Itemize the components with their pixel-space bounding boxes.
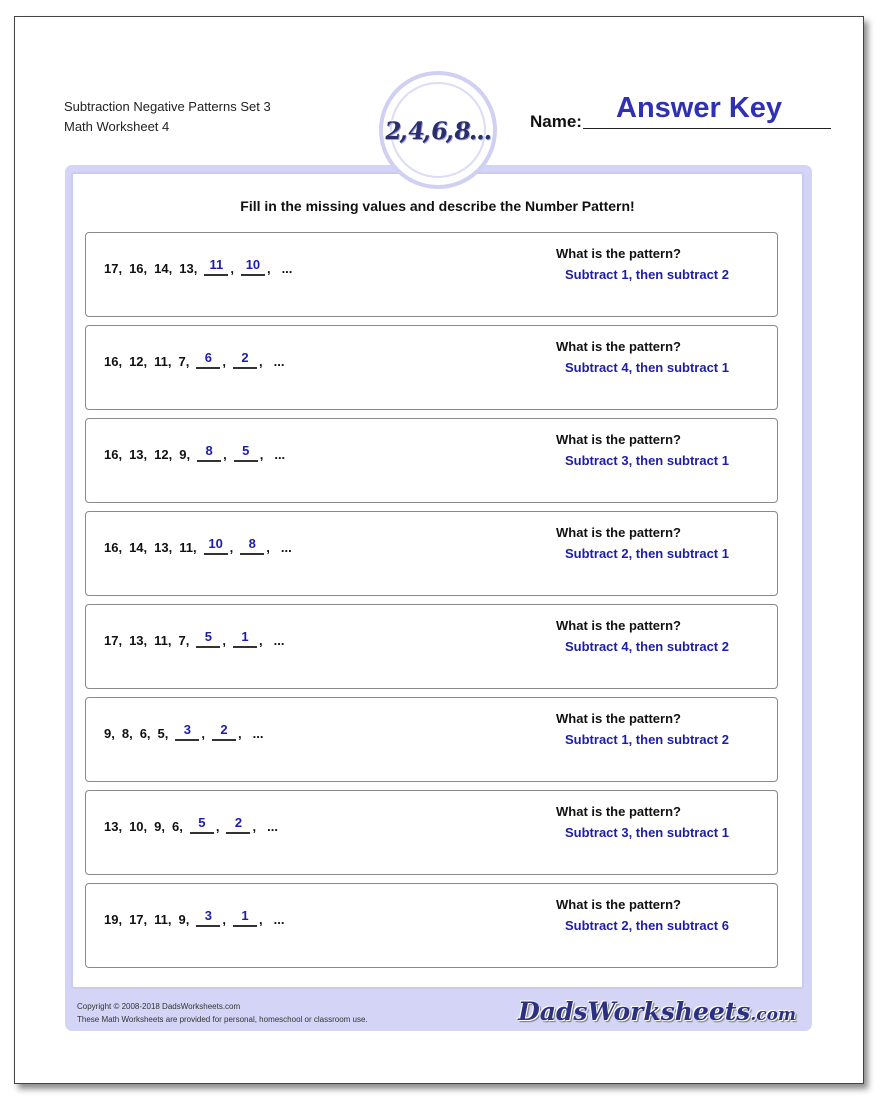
answer-blank: 6 <box>196 350 220 369</box>
ellipsis: ... <box>252 726 264 741</box>
sequence-number: 7, <box>178 633 190 648</box>
comma: , <box>252 819 257 834</box>
answer-slot <box>233 350 263 369</box>
comma: , <box>238 726 242 741</box>
answer-blank: 10 <box>241 257 265 276</box>
answer-slot <box>204 257 234 276</box>
comma: , <box>222 912 226 927</box>
ellipsis: ... <box>274 447 286 462</box>
number-pattern-logo <box>379 71 497 189</box>
worksheet-title <box>64 97 271 137</box>
comma: , <box>201 726 205 741</box>
worksheet-frame <box>65 165 812 1031</box>
answer-slot <box>196 629 226 648</box>
comma: , <box>222 354 226 369</box>
problem-row <box>85 697 778 782</box>
answer-blank: 5 <box>196 629 220 648</box>
comma: , <box>222 633 226 648</box>
pattern-answer: Subtract 2, then subtract 6 <box>565 918 729 933</box>
problem-row <box>85 232 778 317</box>
name-line <box>583 128 831 129</box>
problems-panel <box>71 172 804 989</box>
answer-blank: 1 <box>233 629 257 648</box>
comma: , <box>229 540 234 555</box>
pattern-question: What is the pattern? <box>556 897 681 912</box>
answer-slot <box>234 443 264 462</box>
number-sequence <box>104 722 264 741</box>
number-sequence <box>104 908 285 927</box>
answer-blank: 5 <box>190 815 214 834</box>
name-label: Name: <box>530 112 582 131</box>
comma: , <box>223 447 227 462</box>
sequence-number: 12, <box>154 447 173 462</box>
sequence-number: 6, <box>172 819 183 834</box>
answer-slot <box>241 257 271 276</box>
answer-blank: 11 <box>204 257 228 276</box>
number-sequence <box>104 815 278 834</box>
pattern-question: What is the pattern? <box>556 711 681 726</box>
problem-row <box>85 883 778 968</box>
ellipsis: ... <box>281 261 293 276</box>
pattern-question: What is the pattern? <box>556 246 681 261</box>
ellipsis: ... <box>267 819 278 834</box>
pattern-answer: Subtract 2, then subtract 1 <box>565 546 729 561</box>
sequence-number: 5, <box>157 726 169 741</box>
answer-blank: 8 <box>197 443 221 462</box>
sequence-number: 13, <box>129 447 148 462</box>
sequence-number: 12, <box>129 354 148 369</box>
sequence-number: 14, <box>154 261 173 276</box>
sequence-number: 16, <box>129 261 148 276</box>
number-sequence <box>104 350 285 369</box>
sequence-number: 13, <box>129 633 148 648</box>
answer-slot <box>212 722 242 741</box>
answer-blank: 2 <box>226 815 250 834</box>
usage-notice: These Math Worksheets are provided for personal, homeschool or classroom use. <box>77 1015 368 1024</box>
sequence-number: 9, <box>104 726 115 741</box>
sequence-number: 11, <box>154 912 172 927</box>
dadsworksheets-logo <box>518 997 796 1026</box>
problem-row <box>85 418 778 503</box>
problem-row <box>85 325 778 410</box>
pattern-question: What is the pattern? <box>556 339 681 354</box>
pattern-answer: Subtract 1, then subtract 2 <box>565 267 729 282</box>
answer-blank: 1 <box>233 908 257 927</box>
number-sequence <box>104 257 293 276</box>
sequence-number: 16, <box>104 354 123 369</box>
number-sequence <box>104 629 285 648</box>
sequence-number: 9, <box>154 819 165 834</box>
pattern-answer: Subtract 1, then subtract 2 <box>565 732 729 747</box>
pattern-question: What is the pattern? <box>556 525 681 540</box>
ellipsis: ... <box>273 912 285 927</box>
sequence-number: 16, <box>104 540 123 555</box>
comma: , <box>259 447 264 462</box>
answer-slot <box>196 350 226 369</box>
pattern-question: What is the pattern? <box>556 804 681 819</box>
comma: , <box>258 912 263 927</box>
ellipsis: ... <box>273 354 285 369</box>
answer-slot <box>204 536 234 555</box>
problem-row <box>85 604 778 689</box>
sequence-number: 7, <box>178 354 190 369</box>
answer-slot <box>190 815 220 834</box>
sequence-number: 11, <box>154 354 172 369</box>
answer-slot <box>240 536 270 555</box>
sequence-number: 10, <box>129 819 148 834</box>
logo-suffix: .com <box>750 1005 796 1025</box>
answer-blank: 5 <box>234 443 258 462</box>
pattern-answer: Subtract 3, then subtract 1 <box>565 825 729 840</box>
pattern-answer: Subtract 4, then subtract 1 <box>565 360 729 375</box>
copyright-text: Copyright © 2008-2018 DadsWorksheets.com <box>77 1002 241 1011</box>
answer-slot <box>175 722 205 741</box>
sequence-number: 9, <box>178 912 190 927</box>
answer-slot <box>196 908 226 927</box>
footer-copyright <box>77 1000 368 1026</box>
number-sequence <box>104 536 292 555</box>
logo-main: DadsWorksheets <box>518 997 751 1026</box>
sequence-number: 17, <box>129 912 148 927</box>
sequence-number: 16, <box>104 447 123 462</box>
sequence-number: 11, <box>179 540 197 555</box>
title-line-2: Math Worksheet 4 <box>64 119 170 134</box>
sequence-number: 17, <box>104 261 123 276</box>
comma: , <box>266 261 271 276</box>
worksheet-page <box>14 16 864 1084</box>
instructions: Fill in the missing values and describe the Number Pattern! <box>240 198 635 214</box>
ellipsis: ... <box>273 633 285 648</box>
title-line-1: Subtraction Negative Patterns Set 3 <box>64 99 271 114</box>
sequence-number: 14, <box>129 540 148 555</box>
sequence-number: 9, <box>179 447 191 462</box>
logo-inner-ring <box>382 82 494 178</box>
answer-blank: 3 <box>175 722 199 741</box>
answer-blank: 2 <box>233 350 257 369</box>
sequence-number: 13, <box>179 261 198 276</box>
pattern-question: What is the pattern? <box>556 618 681 633</box>
sequence-number: 19, <box>104 912 123 927</box>
number-sequence <box>104 443 286 462</box>
sequence-number: 13, <box>154 540 173 555</box>
answer-blank: 2 <box>212 722 236 741</box>
pattern-answer: Subtract 4, then subtract 2 <box>565 639 729 654</box>
sequence-number: 11, <box>154 633 172 648</box>
answer-blank: 10 <box>204 536 228 555</box>
logo-text: 2,4,6,8... <box>382 115 494 145</box>
ellipsis: ... <box>280 540 292 555</box>
answer-key-label: Answer Key <box>616 92 783 124</box>
comma: , <box>266 540 270 555</box>
comma: , <box>215 819 220 834</box>
answer-blank: 8 <box>240 536 264 555</box>
sequence-number: 17, <box>104 633 123 648</box>
pattern-answer: Subtract 3, then subtract 1 <box>565 453 729 468</box>
sequence-number: 13, <box>104 819 123 834</box>
comma: , <box>258 354 263 369</box>
answer-slot <box>233 908 263 927</box>
answer-slot <box>197 443 227 462</box>
pattern-question: What is the pattern? <box>556 432 681 447</box>
sequence-number: 8, <box>121 726 133 741</box>
answer-slot <box>233 629 263 648</box>
answer-slot <box>226 815 257 834</box>
comma: , <box>230 261 234 276</box>
comma: , <box>258 633 263 648</box>
problem-row <box>85 511 778 596</box>
answer-blank: 3 <box>196 908 220 927</box>
problem-row <box>85 790 778 875</box>
sequence-number: 6, <box>139 726 151 741</box>
